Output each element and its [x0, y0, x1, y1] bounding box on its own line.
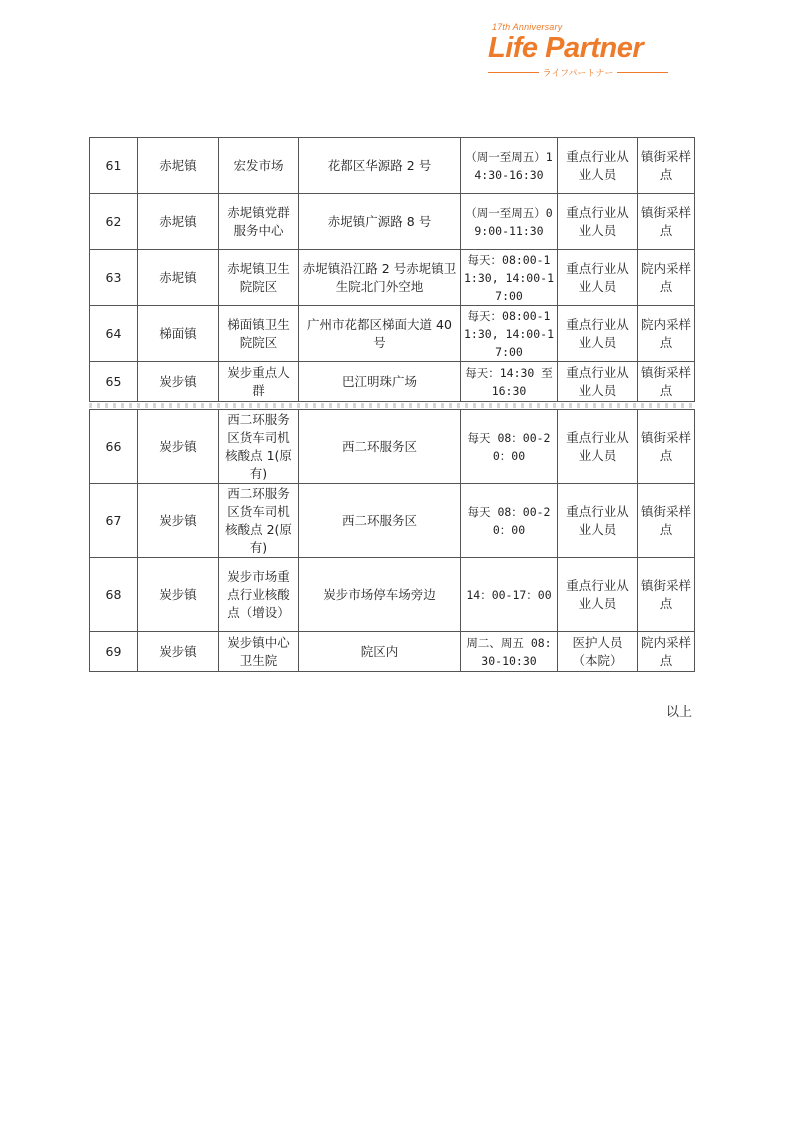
life-partner-logo — [488, 18, 678, 80]
time-cell: 每天 08：00-20：00 — [461, 410, 558, 484]
target-group-cell: 重点行业从业人员 — [558, 484, 638, 558]
town-cell: 炭步镇 — [138, 632, 219, 672]
site-name-cell: 炭步重点人群 — [219, 362, 299, 402]
time-cell: 每天：08:00-11:30, 14:00-17:00 — [461, 306, 558, 362]
town-cell: 炭步镇 — [138, 362, 219, 402]
target-group-cell: 重点行业从业人员 — [558, 194, 638, 250]
logo-subtitle: ライフパートナー — [542, 68, 614, 79]
site-name-cell: 梯面镇卫生院院区 — [219, 306, 299, 362]
row-number: 65 — [90, 362, 138, 402]
row-number: 61 — [90, 138, 138, 194]
logo-subtitle-row — [488, 66, 668, 78]
time-cell: 每天：14:30 至 16:30 — [461, 362, 558, 402]
town-cell: 赤坭镇 — [138, 250, 219, 306]
town-cell: 梯面镇 — [138, 306, 219, 362]
logo-rule-left — [488, 72, 539, 73]
table-row — [90, 138, 695, 194]
row-number: 62 — [90, 194, 138, 250]
target-group-cell: 重点行业从业人员 — [558, 410, 638, 484]
site-type-cell: 院内采样点 — [638, 632, 695, 672]
logo-rule-right — [617, 72, 668, 73]
site-name-cell: 西二环服务区货车司机核酸点 2(原有) — [219, 484, 299, 558]
town-cell: 炭步镇 — [138, 484, 219, 558]
table-row — [90, 632, 695, 672]
town-cell: 赤坭镇 — [138, 138, 219, 194]
site-type-cell: 镇街采样点 — [638, 410, 695, 484]
target-group-cell: 重点行业从业人员 — [558, 250, 638, 306]
table-row — [90, 250, 695, 306]
logo-anniversary: 17th Anniversary — [492, 22, 563, 32]
table-row — [90, 194, 695, 250]
site-type-cell: 镇街采样点 — [638, 558, 695, 632]
site-type-cell: 镇街采样点 — [638, 362, 695, 402]
table-row — [90, 410, 695, 484]
end-marker: 以上 — [666, 705, 693, 720]
address-cell: 院区内 — [299, 632, 461, 672]
table-row — [90, 362, 695, 402]
sampling-sites-table-bottom — [89, 409, 695, 672]
site-name-cell: 炭步镇中心卫生院 — [219, 632, 299, 672]
time-cell: 每天 08：00-20：00 — [461, 484, 558, 558]
table-row — [90, 558, 695, 632]
address-cell: 赤坭镇沿江路 2 号赤坭镇卫生院北门外空地 — [299, 250, 461, 306]
site-name-cell: 西二环服务区货车司机核酸点 1(原有) — [219, 410, 299, 484]
address-cell: 巴江明珠广场 — [299, 362, 461, 402]
logo-brand: Life Partner — [488, 32, 644, 64]
row-number: 66 — [90, 410, 138, 484]
table-row — [90, 484, 695, 558]
address-cell: 花都区华源路 2 号 — [299, 138, 461, 194]
table-row — [90, 306, 695, 362]
sampling-sites-table-top — [89, 137, 695, 402]
site-type-cell: 院内采样点 — [638, 306, 695, 362]
site-name-cell: 赤坭镇卫生院院区 — [219, 250, 299, 306]
page-cut-strip — [89, 403, 694, 408]
time-cell: 每天：08:00-11:30, 14:00-17:00 — [461, 250, 558, 306]
town-cell: 赤坭镇 — [138, 194, 219, 250]
target-group-cell: 重点行业从业人员 — [558, 558, 638, 632]
time-cell: （周一至周五）14:30-16:30 — [461, 138, 558, 194]
address-cell: 广州市花都区梯面大道 40 号 — [299, 306, 461, 362]
address-cell: 炭步市场停车场旁边 — [299, 558, 461, 632]
town-cell: 炭步镇 — [138, 558, 219, 632]
row-number: 69 — [90, 632, 138, 672]
time-cell: （周一至周五）09:00-11:30 — [461, 194, 558, 250]
site-type-cell: 镇街采样点 — [638, 138, 695, 194]
site-name-cell: 宏发市场 — [219, 138, 299, 194]
row-number: 68 — [90, 558, 138, 632]
target-group-cell: 重点行业从业人员 — [558, 306, 638, 362]
target-group-cell: 医护人员（本院） — [558, 632, 638, 672]
time-cell: 14：00-17：00 — [461, 558, 558, 632]
target-group-cell: 重点行业从业人员 — [558, 138, 638, 194]
town-cell: 炭步镇 — [138, 410, 219, 484]
row-number: 63 — [90, 250, 138, 306]
time-cell: 周二、周五 08:30-10:30 — [461, 632, 558, 672]
target-group-cell: 重点行业从业人员 — [558, 362, 638, 402]
address-cell: 西二环服务区 — [299, 410, 461, 484]
address-cell: 西二环服务区 — [299, 484, 461, 558]
site-type-cell: 镇街采样点 — [638, 194, 695, 250]
site-type-cell: 镇街采样点 — [638, 484, 695, 558]
address-cell: 赤坭镇广源路 8 号 — [299, 194, 461, 250]
site-type-cell: 院内采样点 — [638, 250, 695, 306]
site-name-cell: 赤坭镇党群服务中心 — [219, 194, 299, 250]
row-number: 67 — [90, 484, 138, 558]
site-name-cell: 炭步市场重点行业核酸点（增设） — [219, 558, 299, 632]
row-number: 64 — [90, 306, 138, 362]
